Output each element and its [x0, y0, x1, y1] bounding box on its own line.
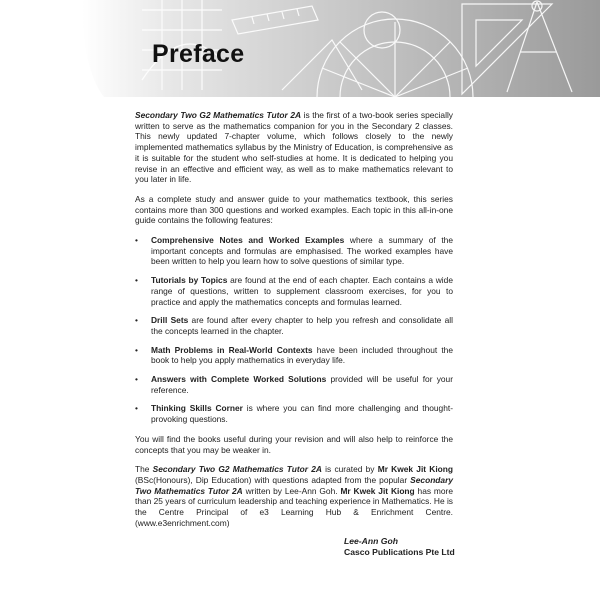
feature-item	[135, 374, 453, 395]
feature-list	[135, 235, 453, 425]
intro-paragraph	[135, 110, 453, 185]
feature-text: have been included throughout the book to help you apply mathematics in everyday life.	[151, 344, 453, 366]
credit-text: written by Lee-Ann Goh.	[242, 485, 341, 496]
original-book-title: Secondary Two Mathematics Tutor 2A	[135, 474, 453, 496]
guide-paragraph: As a complete study and answer guide to your mathematics textbook, this series contains more than 300 questions and worked examples. Each topic in this all-in-one guide contains the following features:	[135, 193, 453, 226]
feature-label: Tutorials by Topics	[151, 275, 228, 286]
bullet-icon: •	[135, 275, 138, 286]
feature-item	[135, 345, 453, 366]
bullet-icon: •	[135, 374, 138, 385]
feature-text: where a summary of the important concepts and formulas are emphasised. The worked examples have been written to help you learn how to solve questions of similar type.	[151, 235, 454, 267]
feature-text: are found at the end of each chapter. Each contains a wide range of questions, written to supplement classroom exercises, for you to practice and apply the mathematics concepts and formulas learned.	[151, 275, 453, 307]
credit-text: (BSc(Honours), Dip Education) with questions adapted from the popular	[135, 474, 411, 485]
feature-label: Thinking Skills Corner	[151, 403, 243, 414]
feature-label: Math Problems in Real-World Contexts	[151, 344, 313, 355]
bullet-icon: •	[135, 344, 138, 355]
signature-author: Lee-Ann Goh	[344, 536, 398, 546]
credit-text: is curated by	[321, 464, 378, 475]
bullet-icon: •	[135, 235, 138, 246]
book-title: Secondary Two G2 Mathematics Tutor 2A	[135, 110, 302, 120]
feature-text: are found after every chapter to help you refresh and consolidate all the concepts learned in the chapter.	[151, 315, 453, 336]
signature-block	[344, 536, 455, 558]
closing-paragraph: You will find the books useful during your revision and will also help to reinforce the concepts that you may be weaker in.	[135, 433, 453, 455]
feature-label: Answers with Complete Worked Solutions	[151, 374, 327, 385]
curator-name: Mr Kwek Jit Kiong	[377, 464, 454, 475]
page-title: Preface	[152, 40, 245, 68]
credit-text: The	[135, 464, 153, 475]
credit-text: has more than 25 years of curriculum leadership and teaching experience in Mathematics. He is the Centre Principal of e3 Learning Hub & Enrichment Centre. (www.e3enrichment.com)	[135, 485, 453, 528]
signature-publisher: Casco Publications Pte Ltd	[344, 547, 455, 557]
bullet-icon: •	[135, 403, 138, 414]
bullet-icon: •	[135, 315, 138, 326]
curator-name: Mr Kwek Jit Kiong	[340, 485, 415, 496]
feature-item	[135, 315, 453, 336]
feature-item	[135, 275, 453, 307]
intro-text: is the first of a two-book series specially written to serve as the mathematics companion for you in the Secondary 2 classes. This newly updated 7-chapter volume, which follows closely to the newly implemented mathematics syllabus by the Ministry of Education, is comprehensive as it is suitable for the student who self-studies at home. It is dedicated to helping you revise in an effective and efficient way, as well as to make mathematics relevant to you later in life.	[135, 110, 453, 185]
feature-text: is where you can find more challenging and thought-provoking questions.	[151, 403, 453, 425]
credit-paragraph	[135, 464, 453, 528]
feature-text: provided will be useful for your reference.	[151, 374, 453, 395]
feature-label: Comprehensive Notes and Worked Examples	[151, 235, 345, 246]
book-title: Secondary Two G2 Mathematics Tutor 2A	[152, 464, 322, 475]
feature-item	[135, 403, 453, 424]
feature-label: Drill Sets	[151, 315, 189, 326]
feature-item	[135, 235, 453, 267]
preface-body	[135, 110, 453, 538]
